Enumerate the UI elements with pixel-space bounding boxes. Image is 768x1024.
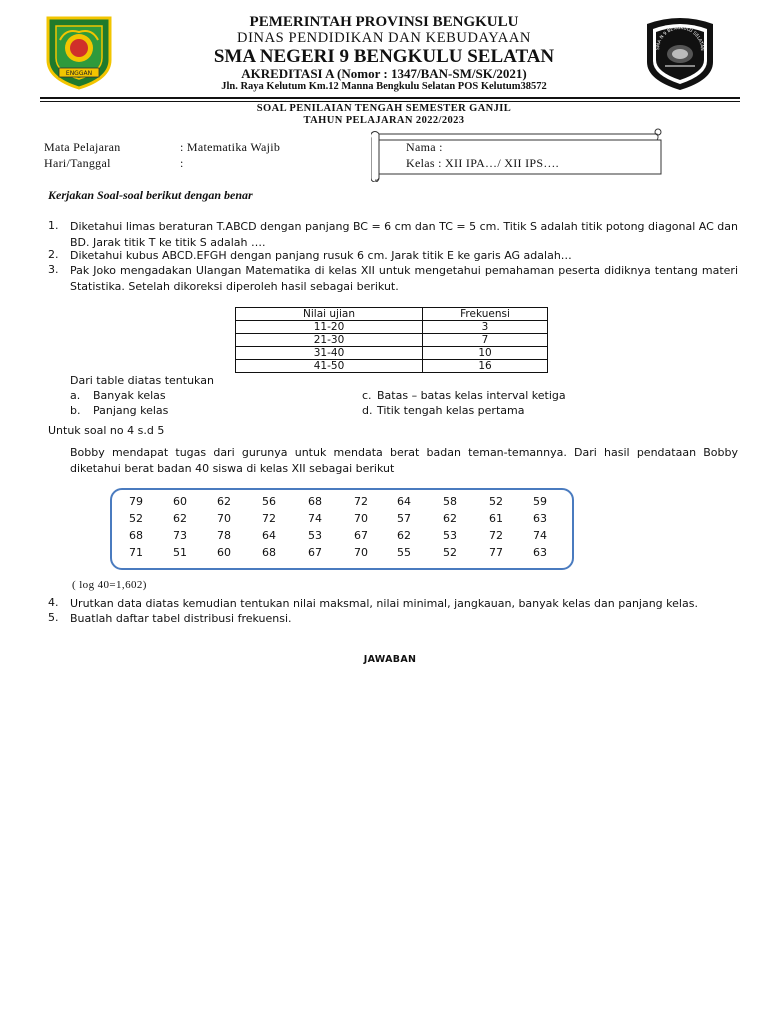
data-cell: 67: [354, 529, 368, 542]
option-letter: d.: [362, 404, 373, 417]
class-label: Kelas : XII IPA…/ XII IPS….: [406, 156, 559, 170]
data-cell: 60: [173, 495, 187, 508]
question-number: 4.: [48, 596, 59, 609]
table-cell: 11-20: [236, 321, 423, 334]
log-note: ( log 40=1,602): [72, 579, 147, 591]
question-number: 1.: [48, 219, 59, 232]
option-text: Batas – batas kelas interval ketiga: [377, 389, 566, 402]
instruction: Kerjakan Soal-soal berikut dengan benar: [48, 188, 253, 202]
table-row: [236, 334, 548, 347]
data-cell: 57: [397, 512, 411, 525]
q3-prompt: Dari table diatas tentukan: [70, 374, 214, 387]
data-cell: 74: [308, 512, 322, 525]
data-cell: 64: [262, 529, 276, 542]
data-cell: 74: [533, 529, 547, 542]
name-label: Nama :: [406, 140, 443, 154]
option-letter: b.: [70, 404, 81, 417]
question-text: Pak Joko mengadakan Ulangan Matematika di kelas XII untuk mengetahui pemahaman peserta didiknya tentang materi Statistika. Setelah dikoreksi diperoleh hasil sebagai berikut.: [70, 264, 738, 293]
header-address: Jln. Raya Kelutum Km.12 Manna Bengkulu Selatan POS Kelutum38572: [221, 81, 547, 92]
data-cell: 72: [354, 495, 368, 508]
data-row: [110, 546, 570, 562]
data-row: [110, 495, 570, 511]
table-cell: 31-40: [236, 347, 423, 360]
table-cell: 21-30: [236, 334, 423, 347]
data-cell: 79: [129, 495, 143, 508]
table-row: [236, 321, 548, 334]
data-cell: 70: [354, 512, 368, 525]
question-text: Urutkan data diatas kemudian tentukan nilai maksmal, nilai minimal, jangkauan, banyak kelas dan panjang kelas.: [70, 597, 698, 610]
data-cell: 62: [443, 512, 457, 525]
data-cell: 77: [489, 546, 503, 559]
data-cell: 58: [443, 495, 457, 508]
data-cell: 62: [217, 495, 231, 508]
table-cell: 7: [423, 334, 548, 347]
name-scroll-box: [371, 128, 665, 182]
data-cell: 72: [262, 512, 276, 525]
header-school-name: SMA NEGERI 9 BENGKULU SELATAN: [213, 46, 555, 67]
data-cell: 56: [262, 495, 276, 508]
option-text: Banyak kelas: [93, 389, 166, 402]
data-cell: 63: [533, 546, 547, 559]
data-cell: 70: [217, 512, 231, 525]
frequency-table: [235, 307, 548, 373]
logo-right-text: SMA N 9 BENGKULU SELATAN: [655, 25, 705, 51]
table-cell: 3: [423, 321, 548, 334]
data-cell: 52: [129, 512, 143, 525]
table-row: [236, 347, 548, 360]
data-cell: 73: [173, 529, 187, 542]
answer-heading: JAWABAN: [363, 654, 417, 665]
question-text: Diketahui limas beraturan T.ABCD dengan panjang BC = 6 cm dan TC = 5 cm. Titik S adalah titik potong diagonal AC dan BD. Jarak titik T ke titik S adalah ….: [70, 220, 738, 249]
option-text: Titik tengah kelas pertama: [377, 404, 525, 417]
data-cell: 67: [308, 546, 322, 559]
table-cell: 16: [423, 360, 548, 373]
data-cell: 78: [217, 529, 231, 542]
header-accreditation: AKREDITASI A (Nomor : 1347/BAN-SM/SK/2021): [241, 66, 527, 81]
day-label: Hari/Tanggal: [44, 156, 111, 170]
for-questions-note: Untuk soal no 4 s.d 5: [48, 424, 165, 437]
school-logo: [641, 14, 719, 92]
data-cell: 62: [397, 529, 411, 542]
data-cell: 52: [489, 495, 503, 508]
exam-title: SOAL PENILAIAN TENGAH SEMESTER GANJIL: [256, 103, 512, 114]
header-department: DINAS PENDIDIKAN DAN KEBUDAYAAN: [237, 30, 531, 46]
day-value: :: [180, 156, 184, 170]
option-letter: a.: [70, 389, 81, 402]
question-text: Buatlah daftar tabel distribusi frekuensi.: [70, 612, 292, 625]
data-row: [110, 529, 570, 545]
data-cell: 68: [308, 495, 322, 508]
data-cell: 62: [173, 512, 187, 525]
question-number: 5.: [48, 611, 59, 624]
table-row: [236, 360, 548, 373]
data-cell: 71: [129, 546, 143, 559]
header-rule-thin: [40, 101, 740, 102]
data-cell: 68: [129, 529, 143, 542]
data-cell: 72: [489, 529, 503, 542]
data-cell: 61: [489, 512, 503, 525]
logo-left-banner: ENGGAN: [65, 70, 93, 77]
question-text: Diketahui kubus ABCD.EFGH dengan panjang rusuk 6 cm. Jarak titik E ke garis AG adalah…: [70, 249, 572, 262]
table-header-cell: Frekuensi: [423, 308, 548, 321]
data-cell: 55: [397, 546, 411, 559]
question-number: 2.: [48, 248, 59, 261]
data-cell: 53: [308, 529, 322, 542]
data-row: [110, 512, 570, 528]
header-rule-thick: [40, 97, 740, 99]
data-cell: 59: [533, 495, 547, 508]
subject-label: Mata Pelajaran: [44, 140, 121, 154]
data-cell: 52: [443, 546, 457, 559]
data-cell: 64: [397, 495, 411, 508]
data-cell: 53: [443, 529, 457, 542]
data-cell: 63: [533, 512, 547, 525]
option-letter: c.: [362, 389, 372, 402]
table-header-row: [236, 308, 548, 321]
header-province: PEMERINTAH PROVINSI BENGKULU: [249, 14, 519, 30]
subject-value: : Matematika Wajib: [180, 140, 281, 154]
table-header-cell: Nilai ujian: [236, 308, 423, 321]
data-cell: 51: [173, 546, 187, 559]
data-cell: 68: [262, 546, 276, 559]
data-cell: 60: [217, 546, 231, 559]
bobby-text: Bobby mendapat tugas dari gurunya untuk mendata berat badan teman-temannya. Dari hasil pendataan Bobby diketahui berat badan 40 siswa di kelas XII sebagai berikut: [70, 446, 738, 475]
question-number: 3.: [48, 263, 59, 276]
table-cell: 41-50: [236, 360, 423, 373]
option-text: Panjang kelas: [93, 404, 169, 417]
data-cell: 70: [354, 546, 368, 559]
table-cell: 10: [423, 347, 548, 360]
exam-year: TAHUN PELAJARAN 2022/2023: [303, 115, 465, 126]
